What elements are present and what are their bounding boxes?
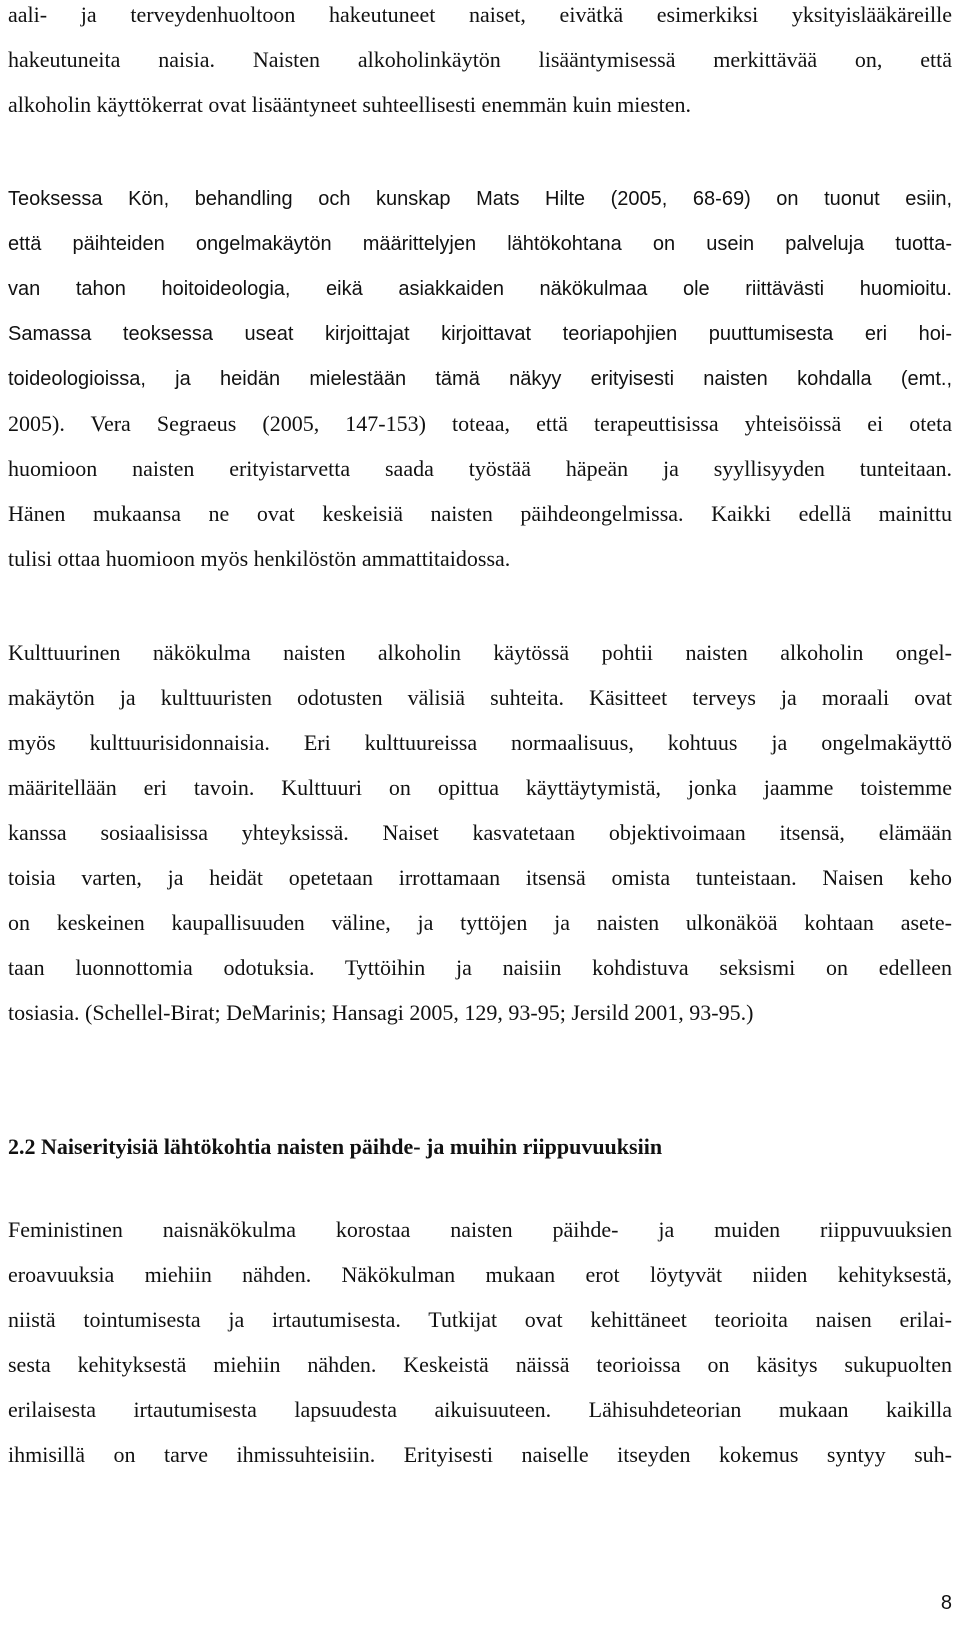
paragraph-2-line: Hänen mukaansa ne ovat keskeisiä naisten päihdeongelmissa. Kaikki edellä mainittu [8,501,952,526]
paragraph-4-line: ihmisillä on tarve ihmissuhteisiin. Erityisesti naiselle itseyden kokemus syntyy suh- [8,1442,952,1467]
paragraph-4-line: sesta kehityksestä miehiin nähden. Keskeistä näissä teorioissa on käsitys sukupuolten [8,1352,952,1377]
paragraph-3-line: myös kulttuurisidonnaisia. Eri kulttuureissa normaalisuus, kohtuus ja ongelmakäyttö [8,730,952,755]
paragraph-2-line: Samassa teoksessa useat kirjoittajat kirjoittavat teoriapohjien puuttumisesta eri hoi- [8,323,952,345]
paragraph-2-line: että päihteiden ongelmakäytön määrittelyjen lähtökohtana on usein palveluja tuotta- [8,233,952,255]
paragraph-4-line: eroavuuksia miehiin nähden. Näkökulman mukaan erot löytyvät niiden kehityksestä, [8,1262,952,1287]
paragraph-2-line: van tahon hoitoideologia, eikä asiakkaiden näkökulmaa ole riittävästi huomioitu. [8,278,952,300]
paragraph-2-line: Teoksessa Kön, behandling och kunskap Mats Hilte (2005, 68-69) on tuonut esiin, [8,188,952,210]
paragraph-1-line: hakeutuneita naisia. Naisten alkoholinkäytön lisääntymisessä merkittävää on, että [8,47,952,72]
paragraph-2-line: tulisi ottaa huomioon myös henkilöstön ammattitaidossa. [8,546,511,571]
paragraph-3-line: makäytön ja kulttuuristen odotusten välisiä suhteita. Käsitteet terveys ja moraali ovat [8,685,952,710]
paragraph-1-line: aali- ja terveydenhuoltoon hakeutuneet naiset, eivätkä esimerkiksi yksityislääkäreille [8,2,952,27]
paragraph-3-line: toisia varten, ja heidät opetetaan irrottamaan itsensä omista tunteistaan. Naisen keho [8,865,952,890]
paragraph-3-line: Kulttuurinen näkökulma naisten alkoholin käytössä pohtii naisten alkoholin ongel- [8,640,952,665]
paragraph-4-line: erilaisesta irtautumisesta lapsuudesta aikuisuuteen. Lähisuhdeteorian mukaan kaikilla [8,1397,952,1422]
section-heading: 2.2 Naiserityisiä lähtökohtia naisten päihde- ja muihin riippuvuuksiin [8,1134,663,1159]
paragraph-2-line: huomioon naisten erityistarvetta saada työstää häpeän ja syyllisyyden tunteitaan. [8,456,952,481]
paragraph-3-line: taan luonnottomia odotuksia. Tyttöihin ja naisiin kohdistuva seksismi on edelleen [8,955,952,980]
paragraph-3-line: tosiasia. (Schellel-Birat; DeMarinis; Hansagi 2005, 129, 93-95; Jersild 2001, 93-95.) [8,1000,754,1025]
paragraph-3-line: määritellään eri tavoin. Kulttuuri on opittua käyttäytymistä, jonka jaamme toistemme [8,775,952,800]
page-number: 8 [940,1592,952,1614]
paragraph-2-line: 2005). Vera Segraeus (2005, 147-153) toteaa, että terapeuttisissa yhteisöissä ei oteta [8,411,952,436]
paragraph-3-line: on keskeinen kaupallisuuden väline, ja tyttöjen ja naisten ulkonäköä kohtaan asete- [8,910,952,935]
paragraph-4-line: Feministinen naisnäkökulma korostaa naisten päihde- ja muiden riippuvuuksien [8,1217,952,1242]
paragraph-3-line: kanssa sosiaalisissa yhteyksissä. Naiset kasvatetaan objektivoimaan itsensä, elämään [8,820,952,845]
paragraph-2-line: toideologioissa, ja heidän mielestään tämä näkyy erityisesti naisten kohdalla (emt., [8,368,952,390]
paragraph-4-line: niistä tointumisesta ja irtautumisesta. Tutkijat ovat kehittäneet teorioita naisen erilai- [8,1307,952,1332]
paragraph-1-line: alkoholin käyttökerrat ovat lisääntyneet suhteellisesti enemmän kuin miesten. [8,92,692,117]
